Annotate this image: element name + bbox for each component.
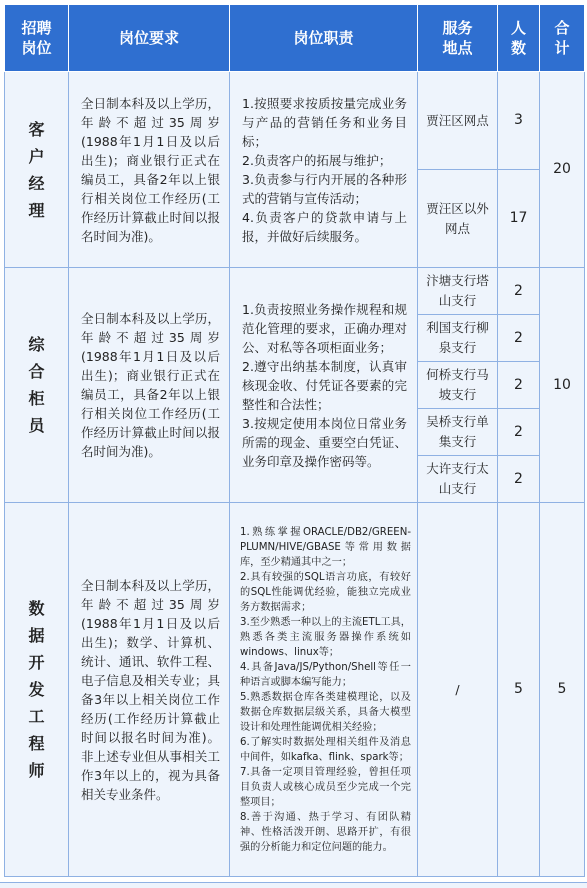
header-count: 人数 [498,5,540,72]
location-cell: 贾汪区以外网点 [418,170,498,268]
count-cell: 2 [498,456,540,503]
table-row [5,72,585,170]
duties-cell: 1.按照要求按质按量完成业务与产品的营销任务和业务目标； 2.负责客户的拓展与维护； 3.负责参与行内开展的各种形式的营销与宣传活动； 4.负责客户的贷款申请与上报，并做好后续服务。 [230,72,418,268]
location-cell: / [418,503,498,877]
duties-cell: 1.熟练掌握ORACLE/DB2/GREEN-PLUMN/HIVE/GBASE等常用数据库，至少精通其中之一； 2.具有较强的SQL语言功底，有较好的SQL性能调优经验，能独立完成业务方数据需求； 3.至少熟悉一种以上的主流ETL工具，熟悉各类主流服务器操作系统如windows、linux等； 4.具备Java/JS/Python/Shell等任一种语言或脚本编写能力； 5.熟悉数据仓库各类建模理论，以及数据仓库数据层级关系，具备大模型设计和处理性能调优相关经验； 6.了解实时数据处理相关组件及消息中间件，如kafka、flink、spark等； 7.具备一定项目管理经验，曾担任项目负责人或核心成员至少完成一个完整项目； 8.善于沟通、热于学习、有团队精神、性格活泼开朗、思路开扩，有很强的分析能力和定位问题的能力。 [230,503,418,877]
duties-cell: 1.负责按照业务操作规程和规范化管理的要求，正确办理对公、对私等各项柜面业务； 2.遵守出纳基本制度，认真审核现金收、付凭证各要素的完整性和合法性； 3.按规定使用本岗位日常业务所需的现金、重要空白凭证、业务印章及操作密码等。 [230,268,418,503]
header-duties: 岗位职责 [230,5,418,72]
location-cell: 吴桥支行单集支行 [418,409,498,456]
count-cell: 17 [498,170,540,268]
table-header-row [5,5,585,72]
count-cell: 2 [498,362,540,409]
requirements-cell: 全日制本科及以上学历，年龄不超过35周岁(1988年1月1日及以后出生)；数学、计算机、统计、通讯、软件工程、电子信息及相关专业；具备3年以上相关岗位工作经历(工作经历计算截止时间以报名时间为准)。非上述专业但从事相关工作3年以上的，视为具备相关专业条件。 [69,503,230,877]
requirements-cell: 全日制本科及以上学历，年龄不超过35周岁(1988年1月1日及以后出生)；商业银行正式在编员工，具备2年以上银行相关岗位工作经历(工作经历计算截止时间以报名时间为准)。 [69,72,230,268]
total-cell: 20 [540,72,585,268]
location-cell: 贾汪区网点 [418,72,498,170]
total-cell: 5 [540,503,585,877]
count-cell: 2 [498,268,540,315]
header-total: 合计 [540,5,585,72]
table-row [5,503,585,877]
table-row [5,268,585,315]
location-cell: 利国支行柳泉支行 [418,315,498,362]
header-requirements: 岗位要求 [69,5,230,72]
count-cell: 2 [498,409,540,456]
recruitment-table [4,4,585,877]
location-cell: 何桥支行马坡支行 [418,362,498,409]
requirements-cell: 全日制本科及以上学历，年龄不超过35周岁(1988年1月1日及以后出生)；商业银行正式在编员工，具备2年以上银行相关岗位工作经历(工作经历计算截止时间以报名时间为准)。 [69,268,230,503]
location-cell: 大许支行太山支行 [418,456,498,503]
count-cell: 2 [498,315,540,362]
header-post: 招聘岗位 [5,5,69,72]
count-cell: 3 [498,72,540,170]
next-row-edge [0,882,587,888]
total-cell: 10 [540,268,585,503]
post-cell: 数据开发工程师 [5,503,69,877]
post-cell: 综合柜员 [5,268,69,503]
count-cell: 5 [498,503,540,877]
location-cell: 汴塘支行塔山支行 [418,268,498,315]
post-cell: 客户经理 [5,72,69,268]
header-location: 服务地点 [418,5,498,72]
